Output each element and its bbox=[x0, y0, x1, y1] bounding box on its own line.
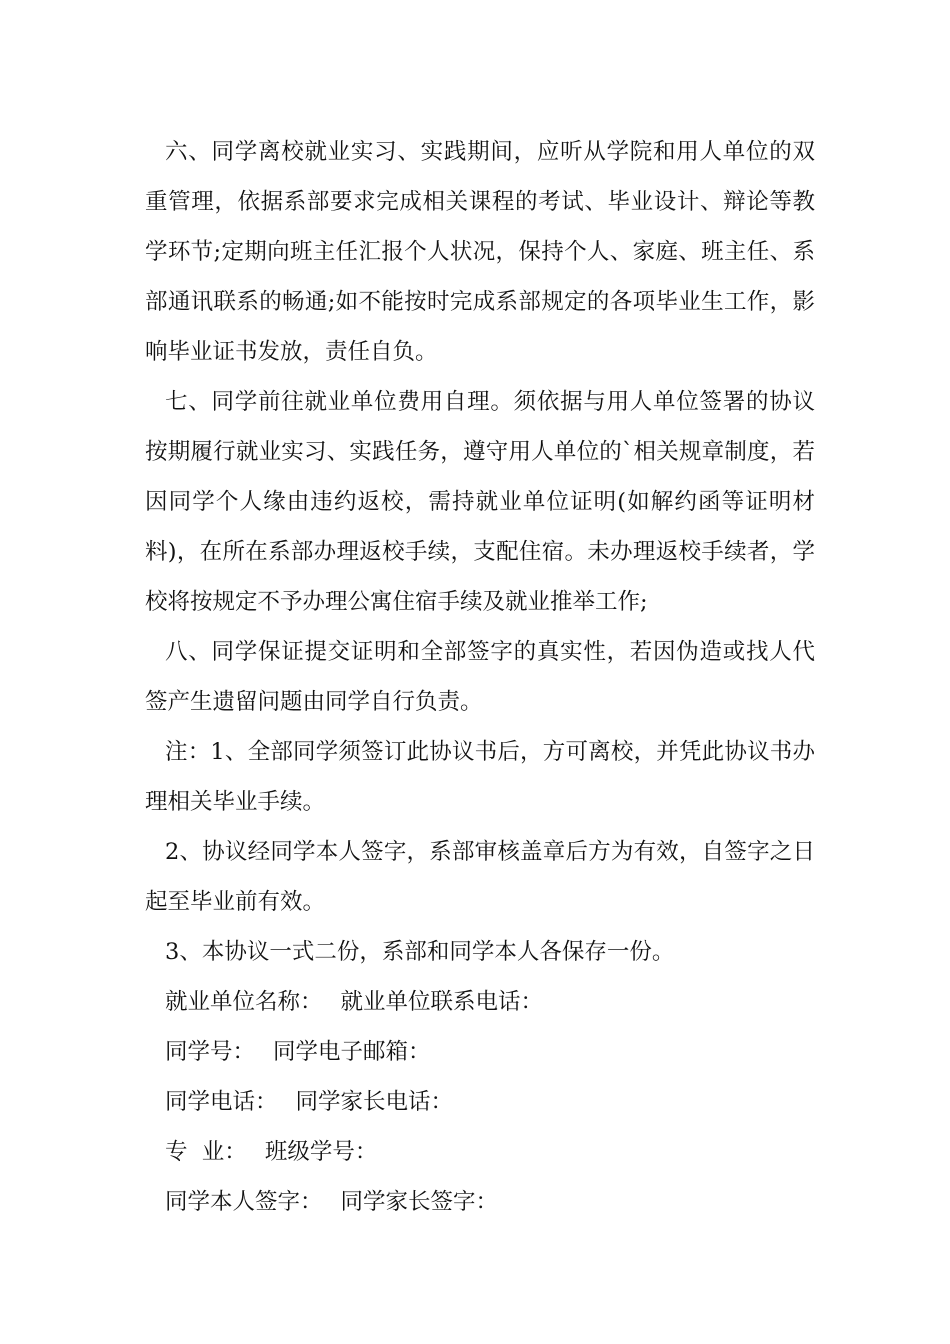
field-row-major bbox=[145, 1127, 815, 1177]
student-email-label: 同学电子邮箱： bbox=[273, 1039, 431, 1065]
employer-phone-label: 就业单位联系电话： bbox=[340, 989, 544, 1015]
student-id-label: 同学号： bbox=[165, 1039, 256, 1065]
student-phone-label: 同学电话： bbox=[165, 1089, 278, 1115]
document-body bbox=[145, 127, 815, 1227]
major-label: 专 业： bbox=[165, 1139, 247, 1165]
parent-phone-label: 同学家长电话： bbox=[295, 1089, 454, 1115]
clause-6: 六、同学离校就业实习、实践期间，应听从学院和用人单位的双重管理，依据系部要求完成相关课程的考试、毕业设计、辩论等教学环节;定期向班主任汇报个人状况，保持个人、家庭、班主任、系部通讯联系的畅通;如不能按时完成系部规定的各项毕业生工作，影响毕业证书发放，责任自负。 bbox=[145, 139, 815, 365]
note-3: 3、本协议一式二份，系部和同学本人各保存一份。 bbox=[165, 939, 675, 965]
class-number-label: 班级学号： bbox=[264, 1139, 378, 1165]
parent-signature-label: 同学家长签字： bbox=[340, 1189, 499, 1215]
field-row-signature bbox=[145, 1177, 815, 1227]
clause-7: 七、同学前往就业单位费用自理。须依据与用人单位签署的协议按期履行就业实习、实践任务，遵守用人单位的`相关规章制度，若因同学个人缘由违约返校，需持就业单位证明(如解约函等证明材料)，在所在系部办理返校手续，支配住宿。未办理返校手续者，学校将按规定不予办理公寓住宿手续及就业推举工作; bbox=[145, 389, 815, 615]
clause-8: 八、同学保证提交证明和全部签字的真实性，若因伪造或找人代签产生遗留问题由同学自行负责。 bbox=[145, 639, 815, 715]
note-1: 注：1、全部同学须签订此协议书后，方可离校，并凭此协议书办理相关毕业手续。 bbox=[145, 739, 815, 815]
student-signature-label: 同学本人签字： bbox=[165, 1189, 323, 1215]
field-row-employer bbox=[145, 977, 815, 1027]
field-row-student-id bbox=[145, 1027, 815, 1077]
employer-name-label: 就业单位名称： bbox=[165, 989, 323, 1015]
note-2: 2、协议经同学本人签字，系部审核盖章后方为有效，自签字之日起至毕业前有效。 bbox=[145, 839, 815, 915]
field-row-phone bbox=[145, 1077, 815, 1127]
